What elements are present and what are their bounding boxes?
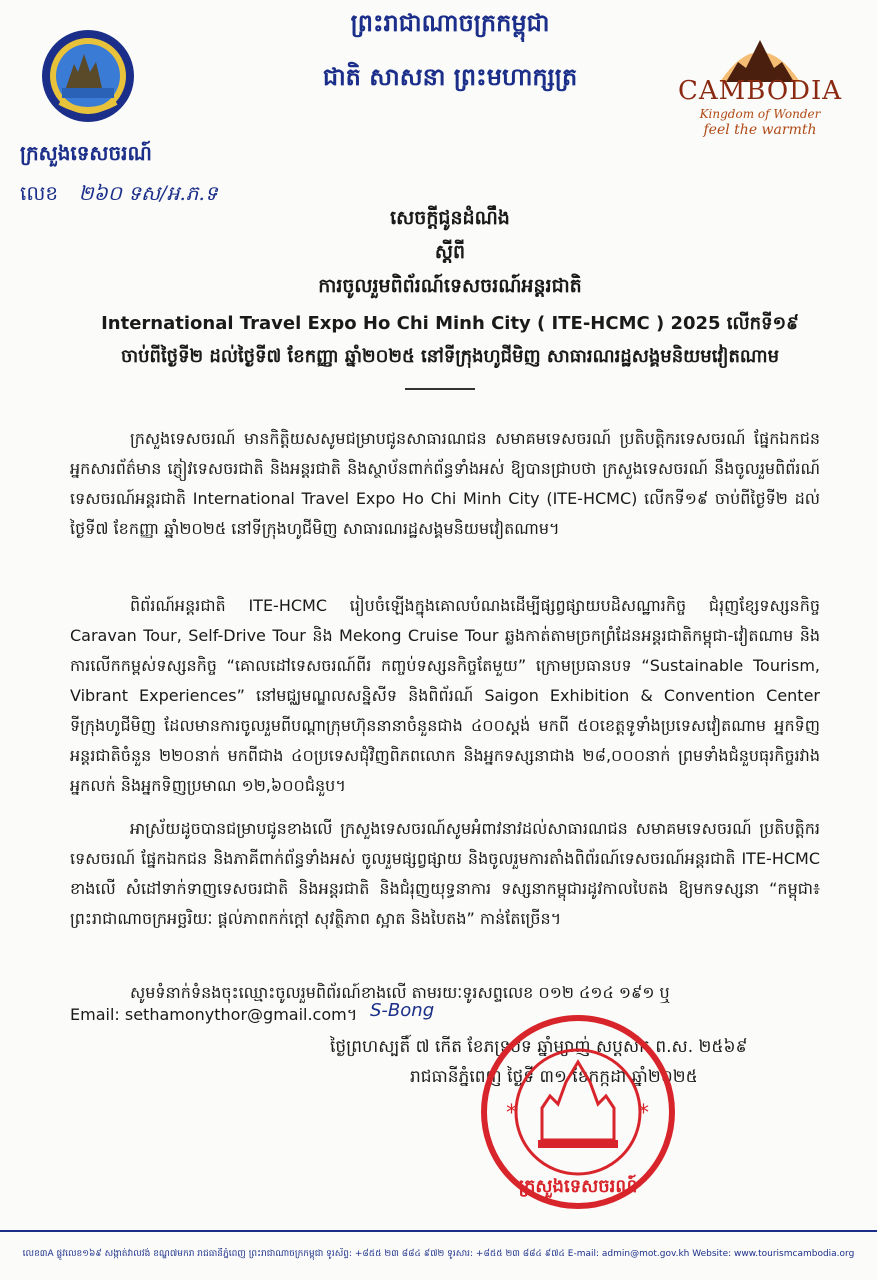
ministry-of-tourism-logo <box>40 28 136 124</box>
brand-name: CAMBODIA <box>677 76 843 106</box>
seal-text: ក្រសួងទេសចរណ៍ <box>518 1176 638 1197</box>
brand-tagline-warmth: feel the warmth <box>703 122 817 138</box>
paragraph-1-text: ក្រសួងទេសចរណ៍ មានកិត្តិយសសូមជម្រាបជូនសាធារណជន សមាគមទេសចរណ៍ ប្រតិបត្តិករទេសចរណ៍ ផ្នែកឯកជន អ្នកសារព័ត៌មាន ភ្ញៀវទេសចរជាតិ និងអន្តរជាតិ និងស្ថាប័នពាក់ព័ន្ធទាំងអស់ ឱ្យបានជ្រាបថា ក្រសួងទេសចរណ៍ នឹងចូលរួមពិព័រណ៍ទេសចរណ៍អន្តរជាតិ International Travel Expo Ho Chi Minh City (ITE-HCMC) លើកទី១៩ ចាប់ពីថ្ងៃទី២ ដល់ថ្ងៃទី៧ ខែកញ្ញា ឆ្នាំ២០២៥ នៅទីក្រុងហូជីមិញ សាធារណរដ្ឋសង្គមនិយមវៀតណាម។ <box>70 429 820 538</box>
kingdom-heading: ព្រះរាជាណាចក្រកម្ពុជា <box>350 8 550 37</box>
paragraph-call-to-action <box>70 814 820 934</box>
letter-number-label: លេខ <box>20 181 59 205</box>
ministry-name: ក្រសួងទេសចរណ៍ <box>20 141 152 165</box>
footer-rule <box>0 1230 877 1232</box>
paragraph-announcement <box>70 424 820 544</box>
brand-tagline-kingdom: Kingdom of Wonder <box>699 107 821 121</box>
notice-title: សេចក្តីជូនដំណឹង <box>390 207 510 229</box>
footer-address: លេខ៣A ផ្លូវលេខ១៦៩ សង្កាត់វាលវង់ ខណ្ឌ៧មករា រាជធានីភ្នំពេញ ព្រះរាជាណាចក្រកម្ពុជា ទូរស័ព្ទ: +៨៥៥ ២៣ ៨៨៤ ៩៧២ ទូរសារ: +៨៥៥ ២៣ ៨៨៤ ៩៧៤ E-mail: admin@mot.gov.kh Website: www.tourismcambodia.org <box>22 1249 855 1259</box>
official-seal <box>478 1012 678 1212</box>
contact-email: Email: sethamonythor@gmail.com។ <box>70 1005 358 1024</box>
title-divider <box>405 388 475 390</box>
contact-text: សូមទំនាក់ទំនងចុះឈ្មោះចូលរួមពិព័រណ៍ខាងលើ តាមរយៈទូរសព្ទលេខ ០១២ ៤១៤ ១៩១ ឬ <box>130 983 670 1002</box>
notice-subject-label: ស្តីពី <box>434 241 466 263</box>
date-solar: រាជធានីភ្នំពេញ ថ្ងៃទី ៣១ ខែកក្កដា ឆ្នាំ២០២៥ <box>410 1067 698 1087</box>
paragraph-3-text: អាស្រ័យដូចបានជម្រាបជូនខាងលើ ក្រសួងទេសចរណ៍សូមអំពាវនាវដល់សាធារណជន សមាគមទេសចរណ៍ ប្រតិបត្តិករទេសចរណ៍ ផ្នែកឯកជន និងភាគីពាក់ព័ន្ធទាំងអស់ ចូលរួមផ្សព្វផ្សាយ និងចូលរួមការតាំងពិព័រណ៍ទេសចរណ៍អន្តរជាតិ ITE-HCMC ខាងលើ សំដៅទាក់ទាញទេសចរជាតិ និងអន្តរជាតិ និងជំរុញយុទ្ធនាការ ទស្សនាកម្ពុជារដូវកាលបៃតង ឱ្យមកទស្សនា “កម្ពុជា៖ព្រះរាជាណាចក្រអច្ឆរិយៈ ផ្តល់ភាពកក់ក្តៅ សុវត្ថិភាព ស្អាត និងបៃតង” កាន់តែច្រើន។ <box>70 819 820 928</box>
event-name: International Travel Expo Ho Chi Minh City ( ITE-HCMC ) 2025 លើកទី១៩ <box>101 313 799 334</box>
paragraph-event-details <box>70 591 820 801</box>
notice-subject: ការចូលរួមពិព័រណ៍ទេសចរណ៍អន្តរជាតិ <box>318 275 582 297</box>
initials-scrawl: S-Bong <box>370 1000 435 1021</box>
event-dates: ចាប់ពីថ្ងៃទី២ ដល់ថ្ងៃទី៧ ខែកញ្ញា ឆ្នាំ២០២៥ នៅទីក្រុងហូជីមិញ សាធារណរដ្ឋសង្គមនិយមវៀតណាម <box>120 346 780 367</box>
svg-text:*: * <box>638 1101 649 1126</box>
svg-text:*: * <box>506 1101 517 1126</box>
paragraph-2-text: ពិព័រណ៍អន្តរជាតិ ITE-HCMC រៀបចំឡើងក្នុងគោលបំណងដើម្បីផ្សព្វផ្សាយបដិសណ្ឋារកិច្ច ជំរុញខ្សែទស្សនកិច្ច Caravan Tour, Self-Drive Tour និង Mekong Cruise Tour ឆ្លងកាត់តាមច្រកព្រំដែនអន្តរជាតិកម្ពុជា-វៀតណាម និងការលើកកម្ពស់ទស្សនកិច្ច “គោលដៅទេសចរណ៍ពីរ កញ្ចប់ទស្សនកិច្ចតែមួយ” ក្រោមប្រធានបទ “Sustainable Tourism, Vibrant Experiences” នៅមជ្ឈមណ្ឌលសន្និសីទ និងពិព័រណ៍ Saigon Exhibition & Convention Center ទីក្រុងហូជីមិញ ដែលមានការចូលរួមពីបណ្តាក្រុមហ៊ុននានាចំនួនជាង ៤០០ស្តង់ មកពី ៥០ខេត្តទូទាំងប្រទេសវៀតណាម អ្នកទិញអន្តរជាតិចំនួន ២២០នាក់ មកពីជាង ៤០ប្រទេសជុំវិញពិភពលោក និងអ្នកទស្សនាជាង ២៨,០០០នាក់ ព្រមទាំងជំនួបធុរកិច្ចរវាងអ្នកលក់ និងអ្នកទិញប្រមាណ ១២,៦០០ជំនួប។ <box>70 596 820 795</box>
national-motto: ជាតិ សាសនា ព្រះមហាក្សត្រ <box>322 62 578 91</box>
letter-number-value: ២៦០ ទស/អ.ភ.ទ <box>78 181 218 205</box>
date-lunar: ថ្ងៃព្រហស្បតិ៍ ៧ កើត ខែភទ្របទ ឆ្នាំម្សាញ់ សប្តស័ក ព.ស. ២៥៦៩ <box>330 1037 748 1057</box>
